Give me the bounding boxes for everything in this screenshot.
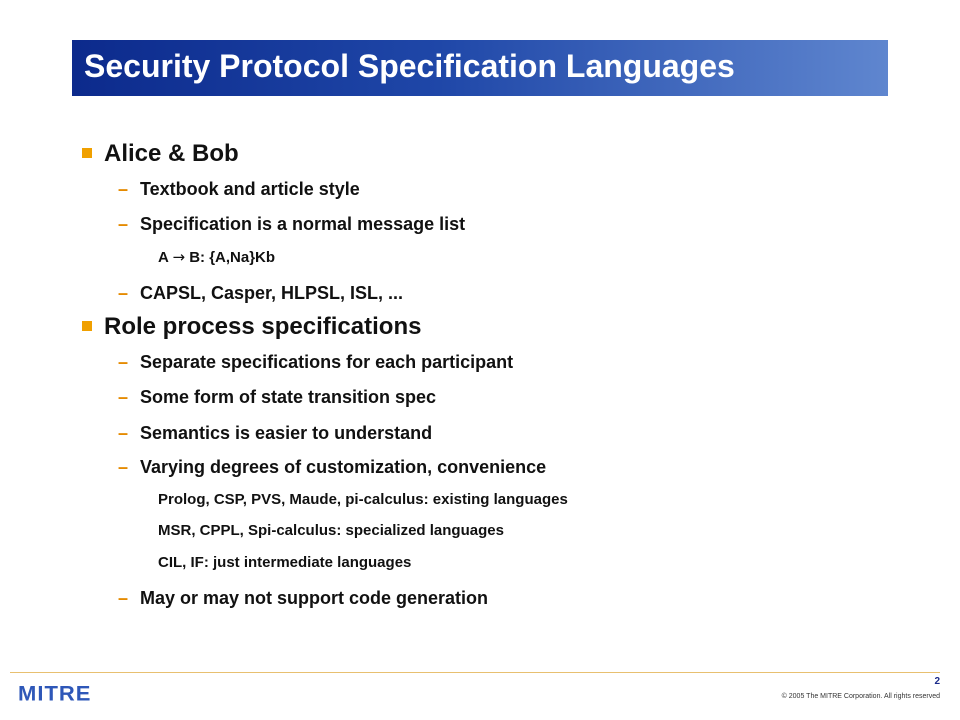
sub-item bbox=[118, 178, 360, 200]
sub-sub-item-text: Prolog, CSP, PVS, Maude, pi-calculus: existing languages bbox=[158, 491, 568, 508]
sub-item bbox=[118, 587, 488, 609]
dash-marker: – bbox=[118, 352, 129, 372]
dash-marker: – bbox=[118, 457, 129, 477]
copyright-notice: © 2005 The MITRE Corporation. All rights reserved bbox=[781, 693, 940, 700]
right-arrow-icon: → bbox=[172, 248, 186, 266]
sub-item bbox=[118, 456, 546, 478]
sub-item bbox=[118, 386, 436, 408]
page-number: 2 bbox=[934, 676, 940, 687]
sub-item-text: CAPSL, Casper, HLPSL, ISL, ... bbox=[140, 283, 404, 303]
sub-item-text: Varying degrees of customization, convenience bbox=[140, 457, 547, 477]
dash-marker: – bbox=[118, 387, 129, 407]
sub-item bbox=[118, 213, 465, 235]
sub-item bbox=[118, 282, 403, 304]
sub-item-text: Separate specifications for each participant bbox=[140, 352, 514, 372]
dash-marker: – bbox=[118, 588, 129, 608]
bullet-text: Role process specifications bbox=[104, 313, 422, 340]
bullet-item bbox=[82, 313, 421, 341]
square-bullet-icon bbox=[82, 321, 92, 331]
message-sender: A bbox=[158, 249, 173, 266]
sub-item-text: Specification is a normal message list bbox=[140, 214, 466, 234]
sub-sub-item bbox=[158, 247, 275, 268]
dash-marker: – bbox=[118, 423, 129, 443]
dash-marker: – bbox=[118, 214, 129, 234]
bullet-text: Alice & Bob bbox=[104, 140, 239, 167]
sub-item-text: May or may not support code generation bbox=[140, 588, 489, 608]
slide-title: Security Protocol Specification Languages bbox=[84, 48, 735, 84]
bullet-item bbox=[82, 140, 239, 168]
mitre-logo: MITRE bbox=[18, 681, 92, 706]
footer-divider bbox=[10, 672, 940, 673]
sub-sub-item bbox=[158, 521, 504, 541]
sub-sub-item bbox=[158, 553, 411, 573]
dash-marker: – bbox=[118, 179, 129, 199]
title-bar bbox=[72, 40, 888, 96]
sub-sub-item bbox=[158, 490, 568, 510]
sub-item-text: Textbook and article style bbox=[140, 179, 360, 199]
dash-marker: – bbox=[118, 283, 129, 303]
sub-item bbox=[118, 351, 513, 373]
sub-item bbox=[118, 422, 432, 444]
square-bullet-icon bbox=[82, 148, 92, 158]
message-rest: B: {A,Na}Kb bbox=[185, 249, 276, 266]
sub-sub-item-text: CIL, IF: just intermediate languages bbox=[158, 554, 412, 571]
sub-item-text: Some form of state transition spec bbox=[140, 387, 437, 407]
sub-item-text: Semantics is easier to understand bbox=[140, 423, 433, 443]
sub-sub-item-text: MSR, CPPL, Spi-calculus: specialized languages bbox=[158, 522, 504, 539]
